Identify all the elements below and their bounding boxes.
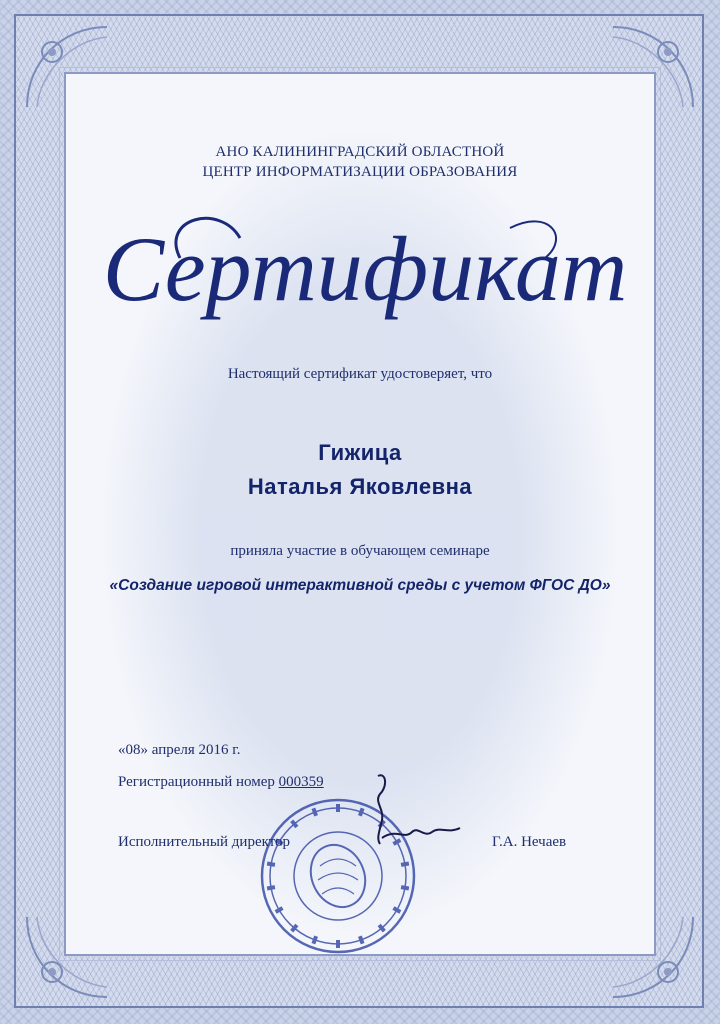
director-signature: [356, 768, 466, 858]
intro-text: Настоящий сертификат удостоверяет, что: [227, 366, 493, 382]
recipient-given-names: Наталья Яковлевна: [247, 474, 473, 499]
issue-date: «08» апреля 2016 г.: [118, 742, 241, 758]
certificate-title: [102, 198, 628, 358]
participation-text: приняла участие в обучающем семинаре: [230, 543, 490, 559]
registration-line: [118, 774, 324, 791]
certificate-title-text: Сертификат: [102, 218, 628, 320]
organization-name-line1: АНО КАЛИНИНГРАДСКИЙ ОБЛАСТНОЙ: [215, 144, 505, 160]
registration-number: 000359: [278, 774, 324, 790]
director-name: Г.А. Нечаев: [492, 834, 567, 850]
organization-name-line2: ЦЕНТР ИНФОРМАТИЗАЦИИ ОБРАЗОВАНИЯ: [202, 164, 518, 180]
registration-label: Регистрационный номер: [118, 774, 275, 790]
recipient-surname: Гижица: [318, 440, 402, 465]
seminar-title: «Создание игровой интерактивной среды с учетом ФГОС ДО»: [109, 577, 611, 594]
director-title: Исполнительный директор: [118, 834, 291, 850]
